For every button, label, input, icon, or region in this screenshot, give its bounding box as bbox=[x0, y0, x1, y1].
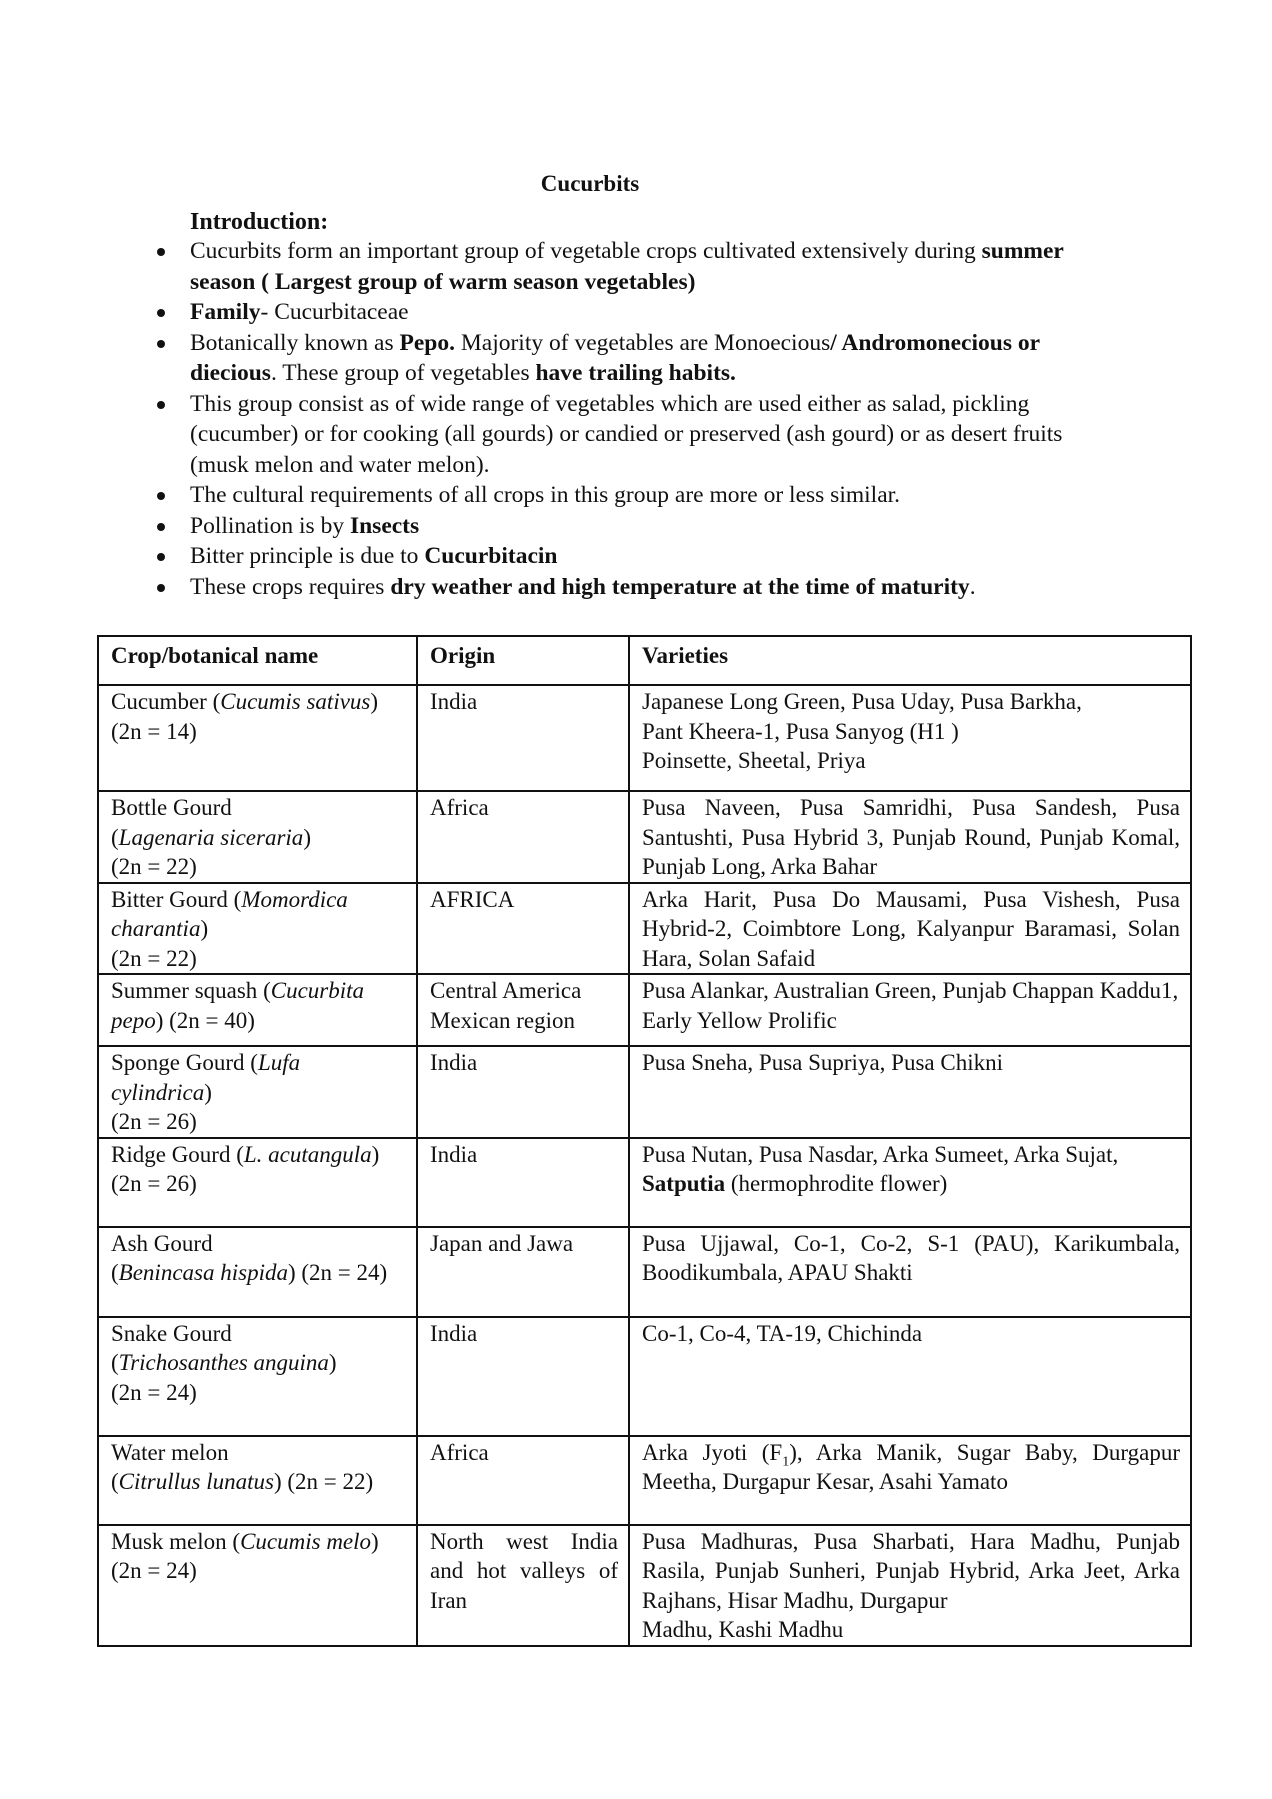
bullet-item: Botanically known as Pepo. Majority of vegetables are Monoecious/ Andromonecious or diecious. These group of vegetables have trailing habits. bbox=[190, 328, 1120, 389]
table-row bbox=[98, 1436, 1191, 1525]
column-header-varieties: Varieties bbox=[629, 636, 1191, 685]
varieties-cell: Pusa Naveen, Pusa Samridhi, Pusa Sandesh, Pusa Santushti, Pusa Hybrid 3, Punjab Round, Punjab Komal, Punjab Long, Arka Bahar bbox=[629, 791, 1191, 883]
bullet-item: The cultural requirements of all crops in this group are more or less similar. bbox=[190, 480, 1120, 511]
table-row bbox=[98, 1138, 1191, 1227]
origin-cell: India bbox=[417, 1046, 629, 1138]
table-row bbox=[98, 1046, 1191, 1138]
bullet-icon bbox=[157, 248, 165, 256]
bullet-item: Pollination is by Insects bbox=[190, 511, 1120, 542]
crop-cell: Musk melon (Cucumis melo) (2n = 24) bbox=[98, 1525, 417, 1646]
origin-cell: India bbox=[417, 1317, 629, 1436]
bullet-icon bbox=[157, 309, 165, 317]
table-row bbox=[98, 685, 1191, 791]
bullet-icon bbox=[157, 340, 165, 348]
origin-cell: Central America Mexican region bbox=[417, 974, 629, 1046]
origin-cell: Africa bbox=[417, 791, 629, 883]
crop-cell: Snake Gourd (Trichosanthes anguina) (2n = 24) bbox=[98, 1317, 417, 1436]
origin-cell: Japan and Jawa bbox=[417, 1227, 629, 1317]
origin-cell: India bbox=[417, 1138, 629, 1227]
origin-cell: India bbox=[417, 685, 629, 791]
table-row bbox=[98, 974, 1191, 1046]
varieties-cell: Pusa Ujjawal, Co-1, Co-2, S-1 (PAU), Karikumbala, Boodikumbala, APAU Shakti bbox=[629, 1227, 1191, 1317]
table-row bbox=[98, 883, 1191, 975]
varieties-cell: Pusa Madhuras, Pusa Sharbati, Hara Madhu, Punjab Rasila, Punjab Sunheri, Punjab Hybrid, Arka Jeet, Arka Rajhans, Hisar Madhu, Durgapur Madhu, Kashi Madhu bbox=[629, 1525, 1191, 1646]
crop-cell: Sponge Gourd (Lufa cylindrica) (2n = 26) bbox=[98, 1046, 417, 1138]
crop-cell: Summer squash (Cucurbita pepo) (2n = 40) bbox=[98, 974, 417, 1046]
crop-cell: Bitter Gourd (Momordica charantia) (2n = 22) bbox=[98, 883, 417, 975]
crop-cell: Water melon (Citrullus lunatus) (2n = 22) bbox=[98, 1436, 417, 1525]
bullet-item: This group consist as of wide range of vegetables which are used either as salad, pickling (cucumber) or for cooking (all gourds) or candied or preserved (ash gourd) or as desert fruits (musk melon and water melon). bbox=[190, 389, 1120, 481]
bullet-item: Cucurbits form an important group of vegetable crops cultivated extensively during summer season ( Largest group of warm season vegetables) bbox=[190, 236, 1120, 297]
bullet-item: Family- Cucurbitaceae bbox=[190, 297, 1120, 328]
varieties-cell: Pusa Alankar, Australian Green, Punjab Chappan Kaddu1, Early Yellow Prolific bbox=[629, 974, 1191, 1046]
table-row bbox=[98, 1227, 1191, 1317]
origin-cell: AFRICA bbox=[417, 883, 629, 975]
crop-cell: Ridge Gourd (L. acutangula) (2n = 26) bbox=[98, 1138, 417, 1227]
varieties-cell: Arka Jyoti $(F_1)$, Arka Manik, Sugar Baby, Durgapur Meetha, Durgapur Kesar, Asahi Yamato bbox=[629, 1436, 1191, 1525]
cucurbits-table bbox=[97, 635, 1192, 1647]
bullet-icon bbox=[157, 401, 165, 409]
column-header-origin: Origin bbox=[417, 636, 629, 685]
table-row bbox=[98, 1525, 1191, 1646]
page-title: Cucurbits bbox=[540, 171, 640, 196]
varieties-cell: Arka Harit, Pusa Do Mausami, Pusa Vishesh, Pusa Hybrid-2, Coimbtore Long, Kalyanpur Baramasi, Solan Hara, Solan Safaid bbox=[629, 883, 1191, 975]
crop-cell: Cucumber (Cucumis sativus) (2n = 14) bbox=[98, 685, 417, 791]
bullet-item: These crops requires dry weather and high temperature at the time of maturity. bbox=[190, 572, 1120, 603]
bullet-icon bbox=[157, 553, 165, 561]
column-header-crop: Crop/botanical name bbox=[98, 636, 417, 685]
varieties-cell: Co-1, Co-4, TA-19, Chichinda bbox=[629, 1317, 1191, 1436]
table-row bbox=[98, 1317, 1191, 1436]
table-row bbox=[98, 791, 1191, 883]
bullet-icon bbox=[157, 584, 165, 592]
introduction-heading: Introduction: bbox=[190, 209, 329, 235]
table-header-row bbox=[98, 636, 1191, 685]
varieties-cell: Pusa Sneha, Pusa Supriya, Pusa Chikni bbox=[629, 1046, 1191, 1138]
crop-cell: Ash Gourd (Benincasa hispida) (2n = 24) bbox=[98, 1227, 417, 1317]
bullet-item: Bitter principle is due to Cucurbitacin bbox=[190, 541, 1120, 572]
origin-cell: North west India and hot valleys of Iran bbox=[417, 1525, 629, 1646]
varieties-cell: Pusa Nutan, Pusa Nasdar, Arka Sumeet, Arka Sujat, Satputia (hermophrodite flower) bbox=[629, 1138, 1191, 1227]
bullet-icon bbox=[157, 523, 165, 531]
crop-cell: Bottle Gourd (Lagenaria siceraria) (2n = 22) bbox=[98, 791, 417, 883]
introduction-bullet-list bbox=[190, 236, 1120, 602]
origin-cell: Africa bbox=[417, 1436, 629, 1525]
varieties-cell: Japanese Long Green, Pusa Uday, Pusa Barkha, Pant Kheera-1, Pusa Sanyog (H1 ) Poinsette, Sheetal, Priya bbox=[629, 685, 1191, 791]
bullet-icon bbox=[157, 492, 165, 500]
